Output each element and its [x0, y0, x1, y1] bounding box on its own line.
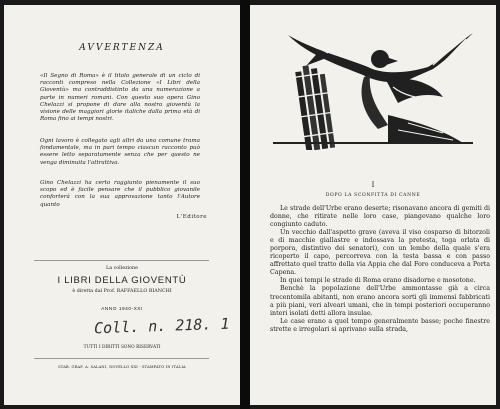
body-paragraph: Benchè la popolazione dell'Urbe ammontasse già a circa trecentomila abitanti, non erano ancora sorti gli immensi fabbricati a più piani, veri alveari umani, che in tempi posteriori occuperanno interi isolati detti allora insulae. [270, 285, 490, 317]
notice-paragraph-1: «Il Segno di Roma» è il titolo generale di un ciclo di racconti compreso nella Collezione «I Libri della Gioventù» ma contraddistinto da una numerazione a parte in numeri romani. Con questo suo opera Gino Chelazzi si propone di dare alla nostra gioventù la visione delle maggiori glorie italiche dalla prima età di Roma fino ai tempi nostri. [40, 73, 200, 123]
publisher-signature: L'Editore [176, 214, 207, 220]
collection-label: La collezione [106, 266, 138, 271]
body-paragraph: Un vecchio dall'aspetto grave (aveva il viso cosparso di bitorzoli e di macchie giallastre e indossava la pretesta, toga orlata di porpora, distintivo dei senatori), con un lembo della quale s'era ricoperto il capo, percorreva con la testa bassa e con passo affrettato quel tratto della via Appia che dal Foro conduceva a Porta Capena. [270, 229, 490, 277]
body-paragraph: Le strade dell'Urbe erano deserte; risonavano ancora di gemiti di donne, che ritirate nelle loro case, piangevano qualche loro congiunto caduto. [270, 205, 490, 229]
eagle-fasces-illustration [268, 25, 478, 150]
series-name: I LIBRI DELLA GIOVENTÙ [57, 275, 187, 286]
publication-year: ANNO 1940-XXI [101, 307, 143, 312]
body-paragraph: In quei tempi le strade di Roma erano disadorne e mosotone. [280, 277, 476, 285]
chapter-body [270, 205, 490, 334]
divider-top [34, 260, 209, 261]
chapter-number: I [371, 181, 375, 189]
right-page [250, 5, 496, 405]
left-page [4, 5, 240, 405]
printer-imprint: STAB. GRAF. A. SALANI, NOVELLO XXI - STAMPATO IN ITALIA [58, 365, 186, 369]
handwritten-shelfmark: Coll. n. 218. 1 [93, 314, 230, 338]
divider-bottom [34, 358, 209, 359]
notice-paragraph-2: Ogni lavoro è collegato agli altri da una comune trama fondamentale, ma in pari tempo ciascun racconto può essere letto separatamente senza che per questo ne venga diminuita l'attrattiva. [40, 138, 200, 166]
chapter-title: DOPO LA SCONFITTA DI CANNE [325, 193, 421, 198]
notice-title: AVVERTENZA [79, 43, 165, 53]
book-gutter [240, 0, 250, 409]
notice-paragraph-3: Gino Chelazzi ha certo raggiunto pienamente il suo scopo ed è facile pensare che il pubblico giovanile conforterà con la sua approvazione tanto l'Autore quanto [40, 180, 200, 208]
body-paragraph: Le case erano a quel tempo generalmente basse; poche finestre strette e irregolari si aprivano sulla strada, [270, 317, 490, 333]
rights-notice: TUTTI I DIRITTI SONO RISERVATI [83, 345, 161, 350]
series-director: è diretta dal Prof. RAFFAELLO BIANCHI [72, 289, 172, 294]
